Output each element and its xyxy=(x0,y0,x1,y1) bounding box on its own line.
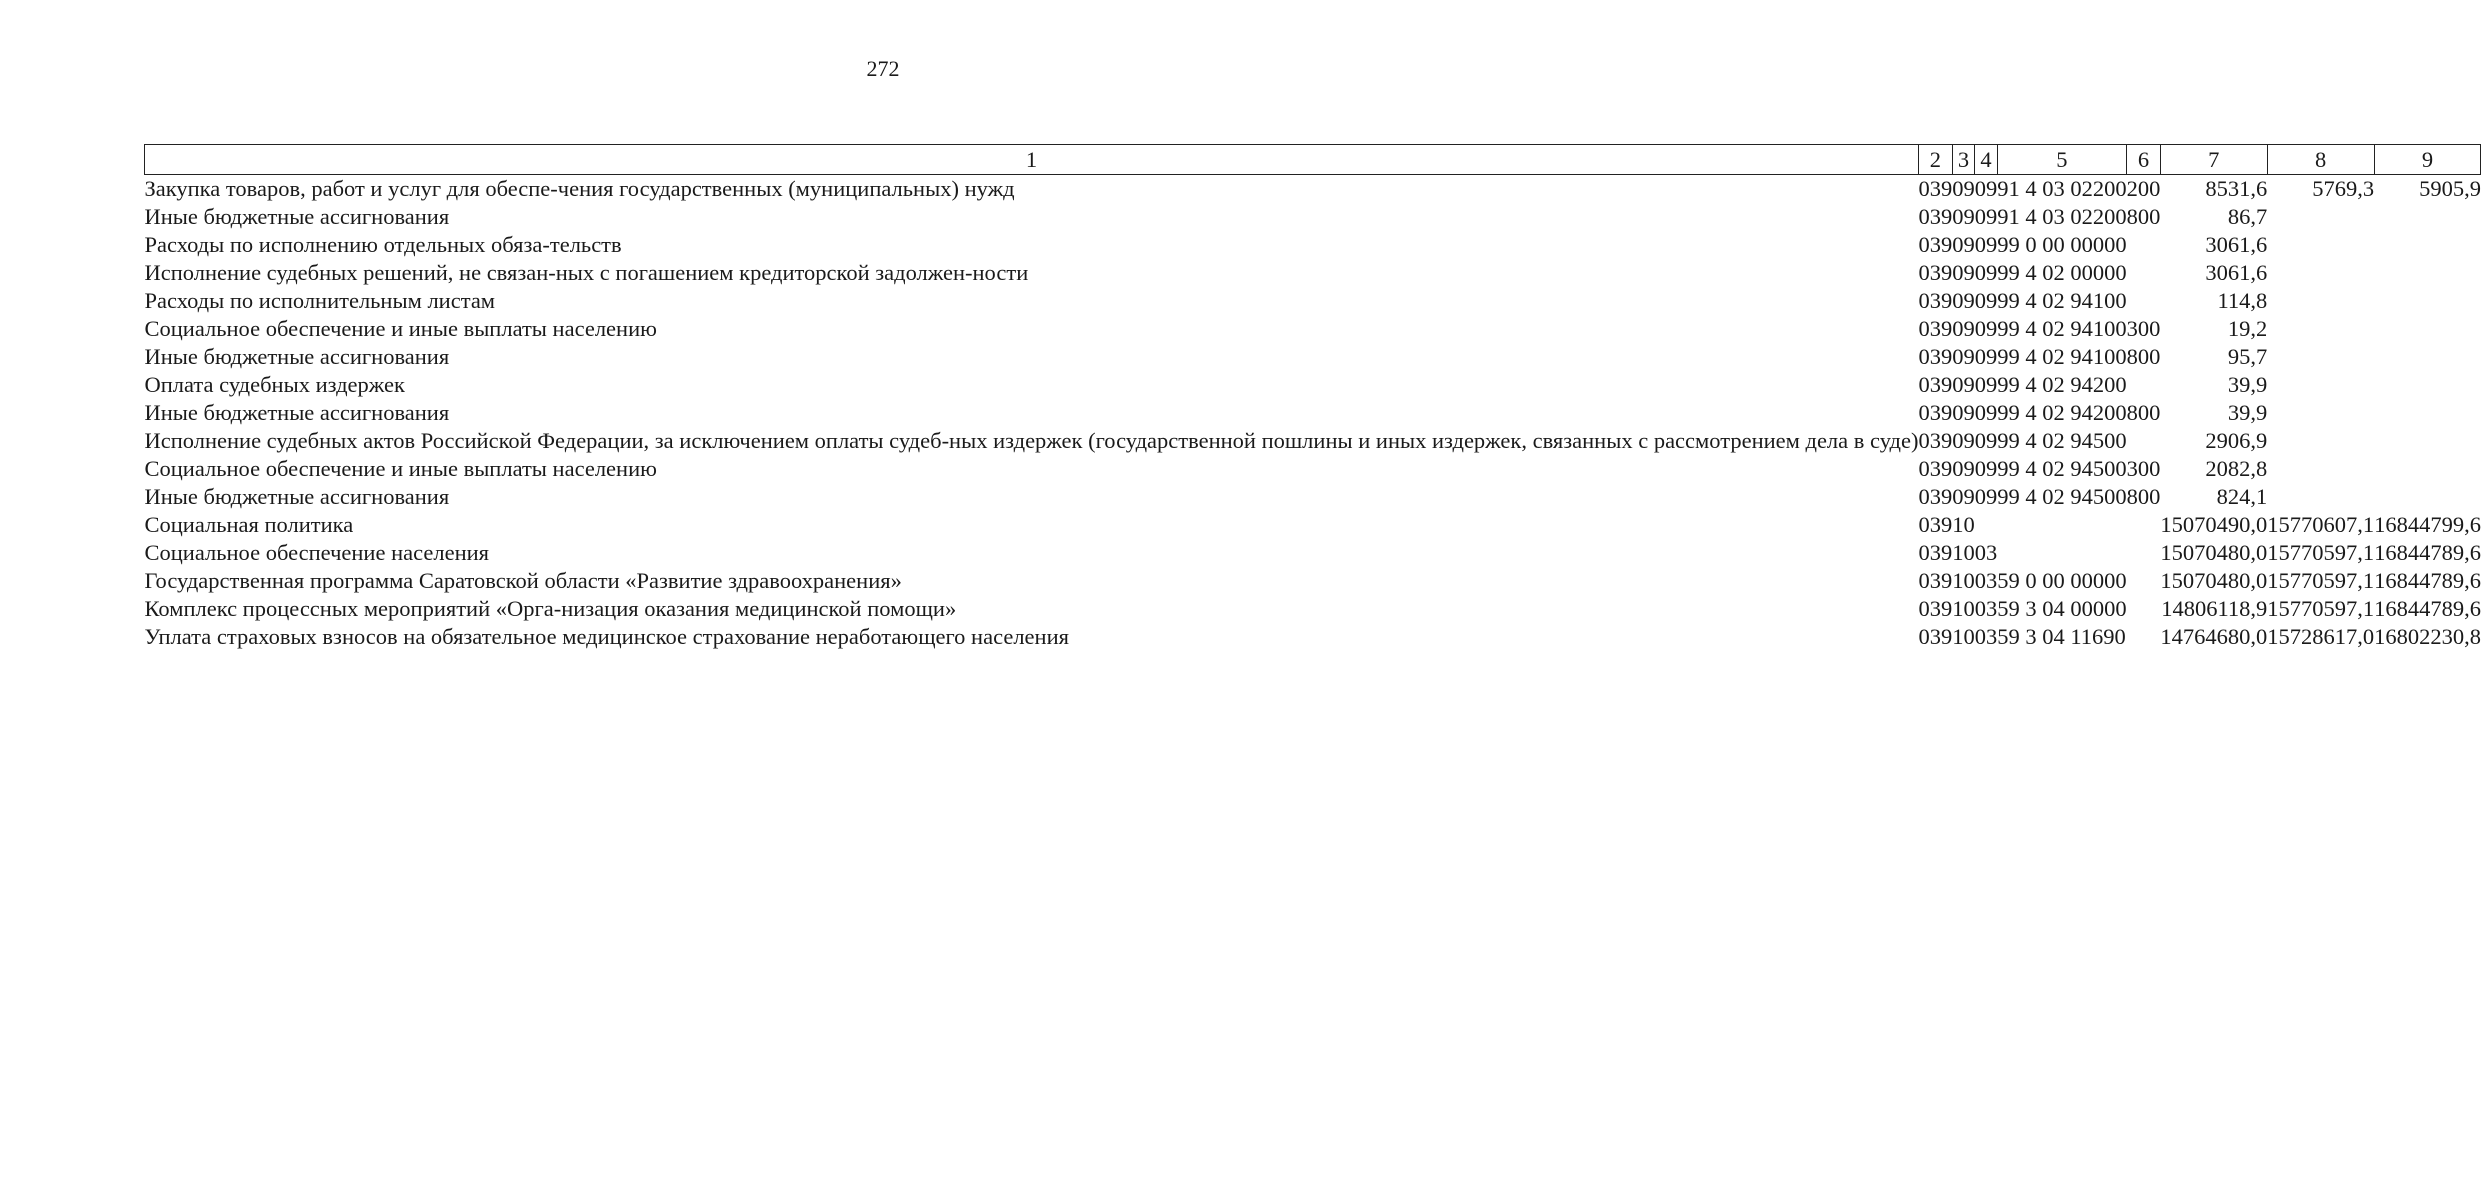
amount-year-1: 15070480,0 xyxy=(2160,540,2268,565)
table-row xyxy=(145,399,2481,427)
subsection-code: 09 xyxy=(1974,456,1998,481)
section-code: 039 xyxy=(1918,400,1953,425)
subsection-code: 03 xyxy=(1974,596,1998,621)
subsection-code: 09 xyxy=(1974,260,1998,285)
chapter-code: 09 xyxy=(1952,344,1975,369)
table-row xyxy=(145,567,2481,595)
amount-year-3 xyxy=(2374,483,2481,511)
table-row xyxy=(145,455,2481,483)
expense-type-code xyxy=(2127,567,2161,595)
expense-type-code xyxy=(2127,539,2161,567)
expense-type-code xyxy=(2127,287,2161,315)
row-description: Исполнение судебных актов Российской Федерации, за исключением оплаты судеб-ных издержек (государственной пошлины и иных издержек, связанных с рассмотрением дела в суде) xyxy=(144,428,1919,453)
amount-year-2: 5769,3 xyxy=(2312,176,2375,201)
expense-type-code: 800 xyxy=(2126,204,2161,229)
amount-year-2 xyxy=(2267,483,2374,511)
amount-year-2 xyxy=(2267,203,2374,231)
chapter-code: 09 xyxy=(1952,484,1975,509)
amount-year-1: 114,8 xyxy=(2217,288,2268,313)
table-row xyxy=(145,231,2481,259)
row-description: Социальное обеспечение населения xyxy=(144,540,490,565)
column-header: 9 xyxy=(2374,145,2481,175)
chapter-code: 09 xyxy=(1952,288,1975,313)
section-code: 039 xyxy=(1918,204,1953,229)
section-code: 039 xyxy=(1918,596,1953,621)
chapter-code: 09 xyxy=(1952,400,1975,425)
amount-year-1: 15070480,0 xyxy=(2160,568,2268,593)
table-row xyxy=(145,483,2481,511)
subsection-code: 09 xyxy=(1974,372,1998,397)
expense-type-code xyxy=(2127,595,2161,623)
amount-year-3: 16844789,6 xyxy=(2374,540,2481,565)
subsection-code: 09 xyxy=(1974,484,1998,509)
budget-table xyxy=(144,144,2481,651)
chapter-code: 10 xyxy=(1952,624,1975,649)
target-article-code: 91 4 03 02200 xyxy=(1997,176,2127,201)
page-number: 272 xyxy=(866,56,900,81)
column-header: 7 xyxy=(2160,145,2267,175)
subsection-code: 09 xyxy=(1974,176,1998,201)
amount-year-1: 3061,6 xyxy=(2205,232,2268,257)
column-header: 8 xyxy=(2267,145,2374,175)
section-code: 039 xyxy=(1918,624,1953,649)
chapter-code: 09 xyxy=(1952,232,1975,257)
amount-year-2 xyxy=(2267,427,2374,455)
section-code: 039 xyxy=(1918,344,1953,369)
table-row xyxy=(145,539,2481,567)
amount-year-2: 15728617,0 xyxy=(2267,624,2375,649)
amount-year-1: 39,9 xyxy=(2227,372,2268,397)
amount-year-3: 5905,9 xyxy=(2419,176,2481,201)
target-article-code: 99 4 02 94500 xyxy=(1997,428,2127,453)
target-article-code xyxy=(1997,511,2126,539)
section-code: 039 xyxy=(1918,260,1953,285)
subsection-code: 09 xyxy=(1974,428,1998,453)
expense-type-code: 300 xyxy=(2126,316,2161,341)
amount-year-3 xyxy=(2374,455,2481,483)
amount-year-2: 15770607,1 xyxy=(2267,512,2375,537)
expense-type-code xyxy=(2127,371,2161,399)
target-article-code: 99 4 02 94100 xyxy=(1997,344,2127,369)
subsection-code: 03 xyxy=(1974,540,1998,565)
chapter-code: 10 xyxy=(1952,540,1975,565)
chapter-code: 09 xyxy=(1952,428,1975,453)
amount-year-1: 8531,6 xyxy=(2205,176,2268,201)
target-article-code: 59 0 00 00000 xyxy=(1997,568,2127,593)
amount-year-1: 2082,8 xyxy=(2205,456,2268,481)
amount-year-1: 19,2 xyxy=(2227,316,2268,341)
subsection-code: 09 xyxy=(1974,400,1998,425)
expense-type-code: 800 xyxy=(2126,400,2161,425)
table-row xyxy=(145,315,2481,343)
amount-year-1: 86,7 xyxy=(2227,204,2268,229)
subsection-code: 03 xyxy=(1974,624,1998,649)
amount-year-2 xyxy=(2267,399,2374,427)
column-header: 3 xyxy=(1952,145,1975,175)
header-row xyxy=(145,145,2481,175)
amount-year-1: 14806118,9 xyxy=(2161,596,2268,621)
row-description: Расходы по исполнительным листам xyxy=(144,288,496,313)
subsection-code: 09 xyxy=(1974,316,1998,341)
section-code: 039 xyxy=(1918,316,1953,341)
row-description: Уплата страховых взносов на обязательное медицинское страхование неработающего населения xyxy=(144,624,1069,649)
column-header: 4 xyxy=(1975,145,1998,175)
row-description: Расходы по исполнению отдельных обяза-тельств xyxy=(144,232,622,257)
target-article-code: 59 3 04 11690 xyxy=(1997,624,2126,649)
target-article-code: 99 4 02 94200 xyxy=(1997,372,2127,397)
chapter-code: 09 xyxy=(1952,204,1975,229)
section-code: 039 xyxy=(1918,372,1953,397)
section-code: 039 xyxy=(1918,512,1953,537)
section-code: 039 xyxy=(1918,288,1953,313)
target-article-code: 99 4 02 00000 xyxy=(1997,260,2127,285)
amount-year-2 xyxy=(2267,287,2374,315)
table-row xyxy=(145,175,2481,204)
row-description: Социальное обеспечение и иные выплаты населению xyxy=(144,316,657,341)
amount-year-2 xyxy=(2267,371,2374,399)
amount-year-3 xyxy=(2374,371,2481,399)
table-row xyxy=(145,511,2481,539)
amount-year-2: 15770597,1 xyxy=(2267,596,2375,621)
chapter-code: 10 xyxy=(1952,512,1975,537)
target-article-code: 99 4 02 94100 xyxy=(1997,316,2127,341)
expense-type-code xyxy=(2127,511,2161,539)
target-article-code: 99 4 02 94500 xyxy=(1997,484,2127,509)
column-header: 6 xyxy=(2127,145,2161,175)
amount-year-3: 16844789,6 xyxy=(2374,596,2481,621)
table-row xyxy=(145,287,2481,315)
expense-type-code: 800 xyxy=(2126,344,2161,369)
amount-year-1: 824,1 xyxy=(2216,484,2268,509)
amount-year-3: 16844799,6 xyxy=(2374,512,2481,537)
subsection-code: 03 xyxy=(1974,568,1998,593)
target-article-code: 91 4 03 02200 xyxy=(1997,204,2127,229)
table-body xyxy=(145,175,2481,652)
row-description: Оплата судебных издержек xyxy=(144,372,405,397)
table-row xyxy=(145,623,2481,651)
amount-year-3 xyxy=(2374,315,2481,343)
section-code: 039 xyxy=(1918,484,1953,509)
amount-year-2 xyxy=(2267,455,2374,483)
column-header: 1 xyxy=(145,145,1919,175)
subsection-code: 09 xyxy=(1974,344,1998,369)
chapter-code: 10 xyxy=(1952,596,1975,621)
amount-year-2 xyxy=(2267,259,2374,287)
table-row xyxy=(145,203,2481,231)
column-header: 5 xyxy=(1997,145,2126,175)
amount-year-1: 95,7 xyxy=(2227,344,2268,369)
row-description: Иные бюджетные ассигнования xyxy=(144,344,450,369)
amount-year-2: 15770597,1 xyxy=(2267,540,2375,565)
amount-year-3: 16844789,6 xyxy=(2374,568,2481,593)
amount-year-3 xyxy=(2374,343,2481,371)
table-row xyxy=(145,595,2481,623)
expense-type-code: 300 xyxy=(2126,456,2161,481)
amount-year-3 xyxy=(2374,287,2481,315)
expense-type-code xyxy=(2127,427,2161,455)
chapter-code: 09 xyxy=(1952,316,1975,341)
amount-year-2: 15770597,1 xyxy=(2267,568,2375,593)
row-description: Государственная программа Саратовской области «Развитие здравоохранения» xyxy=(144,568,902,593)
subsection-code: 09 xyxy=(1974,204,1998,229)
table-header xyxy=(145,145,2481,175)
row-description: Иные бюджетные ассигнования xyxy=(144,204,450,229)
row-description: Исполнение судебных решений, не связан-ных с погашением кредиторской задолжен-ности xyxy=(144,260,1029,285)
chapter-code: 09 xyxy=(1952,176,1975,201)
amount-year-3 xyxy=(2374,427,2481,455)
target-article-code: 59 3 04 00000 xyxy=(1997,596,2127,621)
chapter-code: 09 xyxy=(1952,372,1975,397)
target-article-code: 99 0 00 00000 xyxy=(1997,232,2127,257)
section-code: 039 xyxy=(1918,176,1953,201)
section-code: 039 xyxy=(1918,428,1953,453)
expense-type-code: 800 xyxy=(2126,484,2161,509)
row-description: Иные бюджетные ассигнования xyxy=(144,400,450,425)
amount-year-3 xyxy=(2374,259,2481,287)
amount-year-3 xyxy=(2374,203,2481,231)
amount-year-1: 3061,6 xyxy=(2205,260,2268,285)
amount-year-2 xyxy=(2267,343,2374,371)
section-code: 039 xyxy=(1918,568,1953,593)
amount-year-1: 39,9 xyxy=(2227,400,2268,425)
expense-type-code xyxy=(2127,259,2161,287)
amount-year-1: 14764680,0 xyxy=(2160,624,2268,649)
row-description: Социальная политика xyxy=(144,512,354,537)
amount-year-1: 15070490,0 xyxy=(2160,512,2268,537)
section-code: 039 xyxy=(1918,540,1953,565)
expense-type-code xyxy=(2127,623,2161,651)
expense-type-code: 200 xyxy=(2126,176,2161,201)
row-description: Комплекс процессных мероприятий «Орга-низация оказания медицинской помощи» xyxy=(144,596,957,621)
amount-year-3 xyxy=(2374,399,2481,427)
section-code: 039 xyxy=(1918,232,1953,257)
chapter-code: 10 xyxy=(1952,568,1975,593)
section-code: 039 xyxy=(1918,456,1953,481)
row-description: Закупка товаров, работ и услуг для обеспе-чения государственных (муниципальных) нужд xyxy=(144,176,1015,201)
table-row xyxy=(145,427,2481,455)
target-article-code: 99 4 02 94500 xyxy=(1997,456,2127,481)
expense-type-code xyxy=(2127,231,2161,259)
row-description: Социальное обеспечение и иные выплаты населению xyxy=(144,456,657,481)
amount-year-3: 16802230,8 xyxy=(2374,624,2481,649)
amount-year-2 xyxy=(2267,231,2374,259)
table-row xyxy=(145,259,2481,287)
table-row xyxy=(145,371,2481,399)
subsection-code: 09 xyxy=(1974,232,1998,257)
amount-year-3 xyxy=(2374,231,2481,259)
target-article-code: 99 4 02 94200 xyxy=(1997,400,2127,425)
row-description: Иные бюджетные ассигнования xyxy=(144,484,450,509)
target-article-code xyxy=(1997,539,2126,567)
target-article-code: 99 4 02 94100 xyxy=(1997,288,2127,313)
table-row xyxy=(145,343,2481,371)
chapter-code: 09 xyxy=(1952,456,1975,481)
column-header: 2 xyxy=(1918,145,1952,175)
amount-year-1: 2906,9 xyxy=(2205,428,2268,453)
amount-year-2 xyxy=(2267,315,2374,343)
chapter-code: 09 xyxy=(1952,260,1975,285)
subsection-code xyxy=(1975,511,1998,539)
subsection-code: 09 xyxy=(1974,288,1998,313)
